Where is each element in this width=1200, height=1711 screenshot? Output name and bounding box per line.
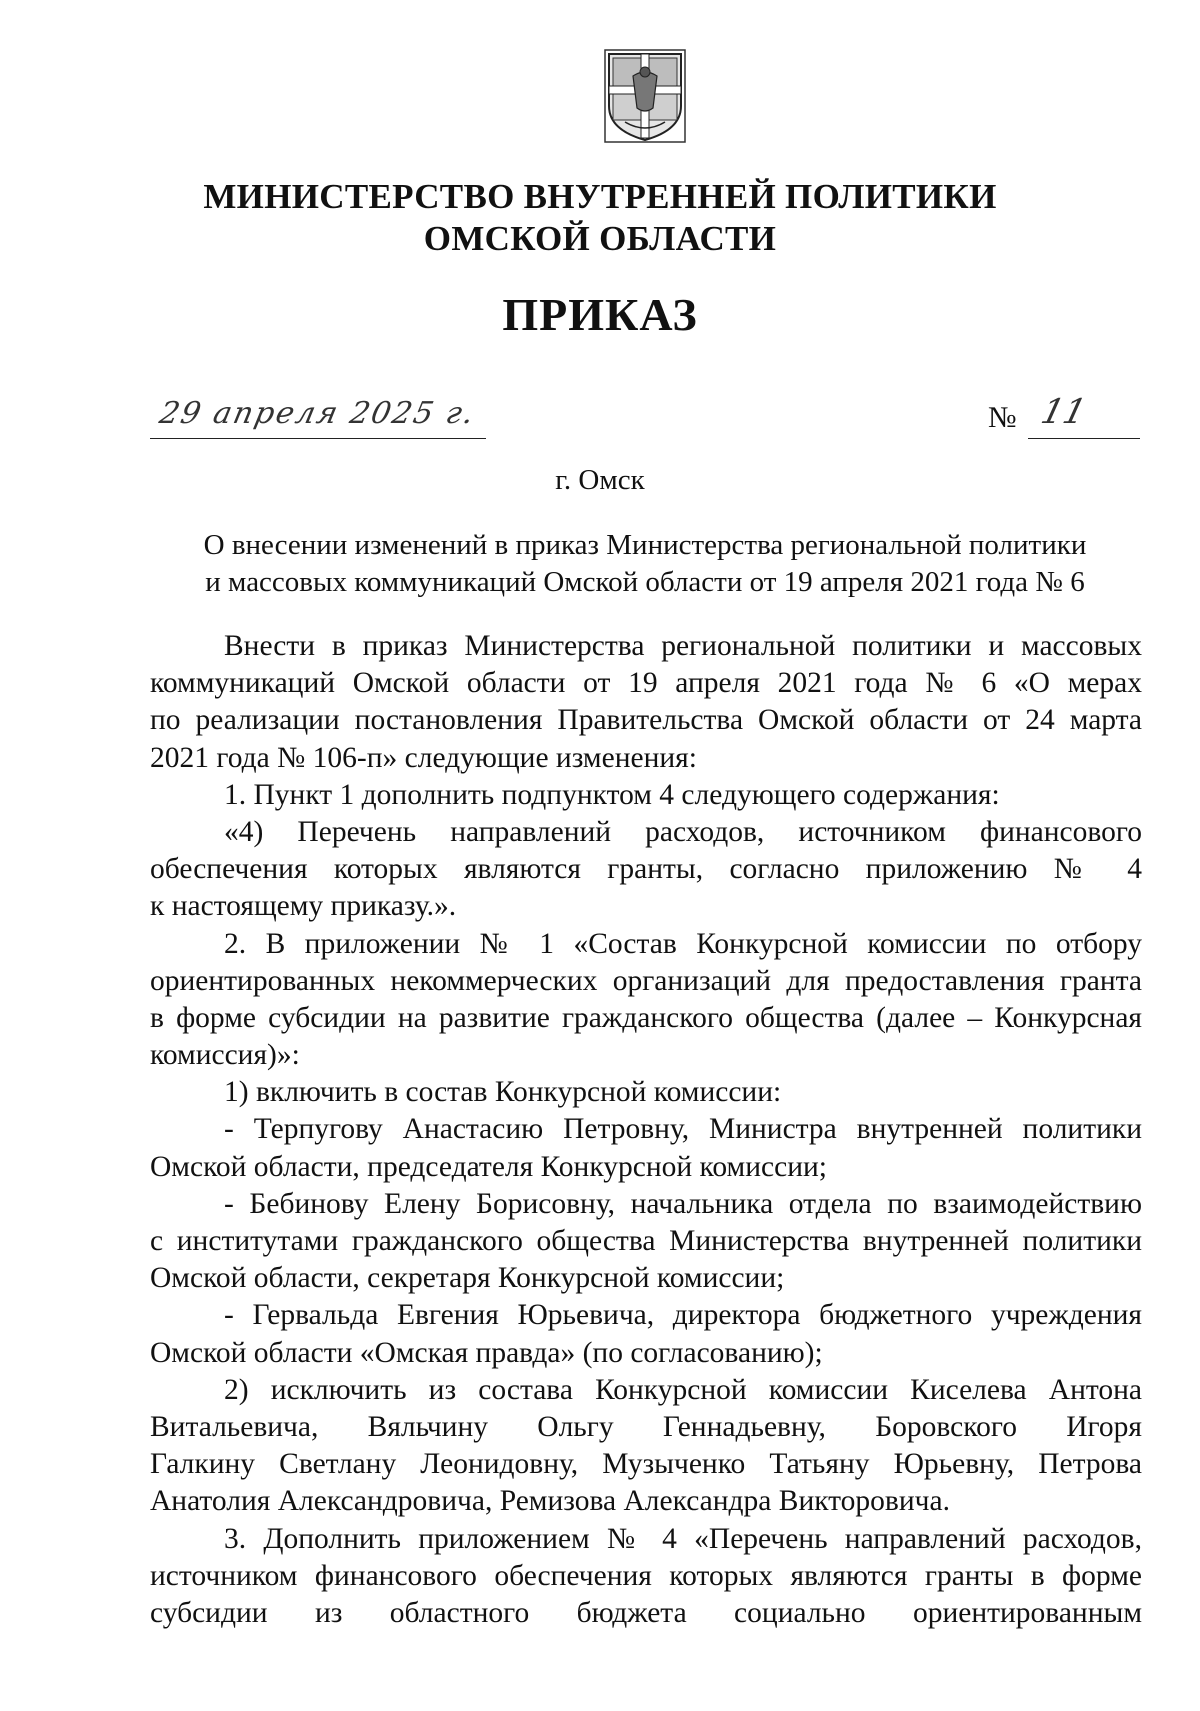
ministry-title-line1: МИНИСТЕРСТВО ВНУТРЕННЕЙ ПОЛИТИКИ bbox=[203, 177, 997, 216]
ministry-title bbox=[0, 176, 1200, 260]
ministry-title-line2: ОМСКОЙ ОБЛАСТИ bbox=[423, 219, 777, 258]
city-line: г. Омск bbox=[555, 464, 645, 496]
body-line: Анатолия Александровича, Ремизова Александра Викторовича. bbox=[150, 1485, 950, 1518]
subject-line2: и массовых коммуникаций Омской области от 19 апреля 2021 года № 6 bbox=[205, 566, 1085, 598]
body-line: в форме субсидии на развитие гражданского общества (далее – Конкурсная bbox=[150, 1001, 1142, 1034]
body-line: 2. В приложении № 1 «Состав Конкурсной комиссии по отбору bbox=[224, 927, 1142, 960]
body-line: Омской области «Омская правда» (по согласованию); bbox=[150, 1336, 823, 1369]
date-field bbox=[150, 394, 486, 439]
body-line: по реализации постановления Правительства Омской области от 24 марта bbox=[150, 704, 1142, 737]
body-line: комиссия)»: bbox=[150, 1039, 300, 1072]
body-line: - Бебинову Елену Борисовну, начальника отдела по взаимодействию bbox=[224, 1187, 1142, 1220]
body-line: Внести в приказ Министерства региональной политики и массовых bbox=[224, 630, 1142, 662]
body-line: Омской области, секретаря Конкурсной комиссии; bbox=[150, 1262, 785, 1295]
document-type-heading: ПРИКАЗ bbox=[502, 289, 698, 340]
body-line: 1) включить в состав Конкурсной комиссии: bbox=[224, 1076, 782, 1109]
body-line: коммуникаций Омской области от 19 апреля 2021 года № 6 «О мерах bbox=[150, 667, 1142, 700]
body-line: к настоящему приказу.». bbox=[150, 890, 457, 923]
body-line: 2) исключить из состава Конкурсной комиссии Киселева Антона bbox=[224, 1373, 1142, 1406]
body-line: 2021 года № 106-п» следующие изменения: bbox=[150, 741, 697, 774]
body-line: 3. Дополнить приложением № 4 «Перечень направлений расходов, bbox=[224, 1522, 1142, 1555]
body-line: с институтами гражданского общества Министерства внутренней политики bbox=[150, 1225, 1142, 1257]
body-line: источником финансового обеспечения которых являются гранты в форме bbox=[150, 1559, 1142, 1592]
body-line: «4) Перечень направлений расходов, источником финансового bbox=[224, 815, 1142, 848]
body-line: субсидии из областного бюджета социально ориентированным bbox=[150, 1596, 1142, 1629]
number-label: № bbox=[988, 401, 1017, 434]
body-line: Галкину Светлану Леонидовну, Музыченко Татьяну Юрьевну, Петрова bbox=[150, 1448, 1142, 1481]
number-field bbox=[1028, 394, 1140, 439]
handwritten-date: 29 апреля 2025 г. bbox=[156, 396, 479, 431]
handwritten-number: 11 bbox=[1037, 392, 1091, 432]
body-line: обеспечения которых являются гранты, согласно приложению № 4 bbox=[150, 853, 1142, 886]
body-line: Омской области, председателя Конкурсной комиссии; bbox=[150, 1150, 827, 1183]
document-body bbox=[150, 628, 1142, 1632]
body-line: Витальевича, Вяльчину Ольгу Геннадьевну, Боровского Игоря bbox=[150, 1410, 1142, 1443]
body-line: ориентированных некоммерческих организаций для предоставления гранта bbox=[150, 964, 1142, 997]
subject-line1: О внесении изменений в приказ Министерства региональной политики bbox=[203, 529, 1087, 561]
body-line: - Гервальда Евгения Юрьевича, директора бюджетного учреждения bbox=[224, 1299, 1142, 1332]
coat-of-arms-icon bbox=[603, 48, 687, 144]
body-line: - Терпугову Анастасию Петровну, Министра внутренней политики bbox=[224, 1113, 1142, 1146]
document-subject bbox=[150, 527, 1140, 601]
body-line: 1. Пункт 1 дополнить подпунктом 4 следующего содержания: bbox=[224, 778, 1000, 811]
